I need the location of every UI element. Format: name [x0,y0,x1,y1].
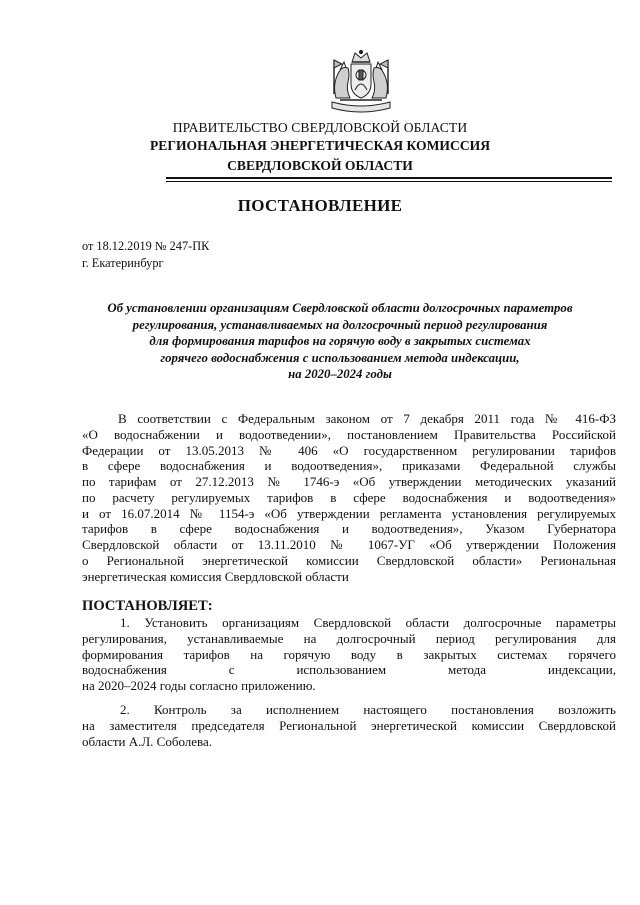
document-date-number: от 18.12.2019 № 247-ПК [82,239,210,253]
subject-line: горячего водоснабжения с использованием метода индексации, [160,350,520,365]
subject-line: регулирования, устанавливаемых на долгосрочный период регулирования [132,317,548,332]
document-type-title: ПОСТАНОВЛЕНИЕ [237,196,403,215]
preamble-line: в сфере водоснабжения и водоотведения», приказами Федеральной службы [82,458,616,474]
preamble-line: В соответствии с Федеральным законом от 7 декабря 2011 года № 416-ФЗ [118,411,616,426]
item-1-line: регулирования, устанавливаемые на долгосрочный период регулирования для [82,630,616,646]
header-rule-thin [166,181,612,182]
item-2-line: области А.Л. Соболева. [82,733,213,749]
preamble-line: по тарифам от 27.12.2013 № 1746-э «Об утверждении методических указаний [82,474,616,489]
preamble-line: Федерации от 13.05.2013 № 406 «О государственном регулировании тарифов [82,442,616,458]
preamble-line: и от 16.07.2014 № 1154-э «Об утверждении регламента установления регулируемых [82,505,616,521]
subject-line: Об установлении организациям Свердловской области долгосрочных параметров [107,301,573,315]
document-subject [60,300,620,383]
preamble-paragraph [82,411,616,584]
item-1-line: формирования тарифов на горячую воду в закрытых системах горячего [82,646,616,662]
subject-line: для формирования тарифов на горячую воду в закрытых системах [149,334,531,349]
subject-line: на 2020–2024 годы [288,367,392,382]
item-1-line: 1. Установить организациям Свердловской области долгосрочные параметры [120,615,616,630]
preamble-line: по расчету регулируемых тарифов в сфере водоснабжения и водоотведения» [82,489,616,505]
government-title: ПРАВИТЕЛЬСТВО СВЕРДЛОВСКОЙ ОБЛАСТИ [172,120,468,135]
item-1-line: на 2020–2024 годы согласно приложению. [82,678,316,693]
item-1-paragraph [82,615,616,694]
preamble-line: Свердловской области от 13.11.2010 № 1067-УГ «Об утверждении Положения [82,537,616,552]
item-2-line: 2. Контроль за исполнением настоящего постановления возложить [120,702,616,717]
header-rule-thick [166,177,612,179]
preamble-line: тарифов в сфере водоснабжения и водоотведения», Указом Губернатора [82,521,616,537]
preamble-line: о Региональной энергетической комиссии Свердловской области» Региональная [82,552,616,568]
document-city: г. Екатеринбург [82,256,164,270]
item-2-line: на заместителя председателя Региональной энергетической комиссии Свердловской [82,717,616,733]
item-2-paragraph [82,702,616,749]
item-1-line: водоснабжения с использованием метода индексации, [82,662,616,678]
preamble-line: «О водоснабжении и водоотведении», постановлением Правительства Российской [82,426,616,442]
preamble-line: энергетическая комиссия Свердловской области [82,568,349,584]
coat-of-arms-emblem [326,48,396,116]
decree-word: ПОСТАНОВЛЯЕТ: [82,598,213,614]
commission-title-line2: СВЕРДЛОВСКОЙ ОБЛАСТИ [227,158,413,173]
commission-title-line1: РЕГИОНАЛЬНАЯ ЭНЕРГЕТИЧЕСКАЯ КОМИССИЯ [149,138,491,153]
